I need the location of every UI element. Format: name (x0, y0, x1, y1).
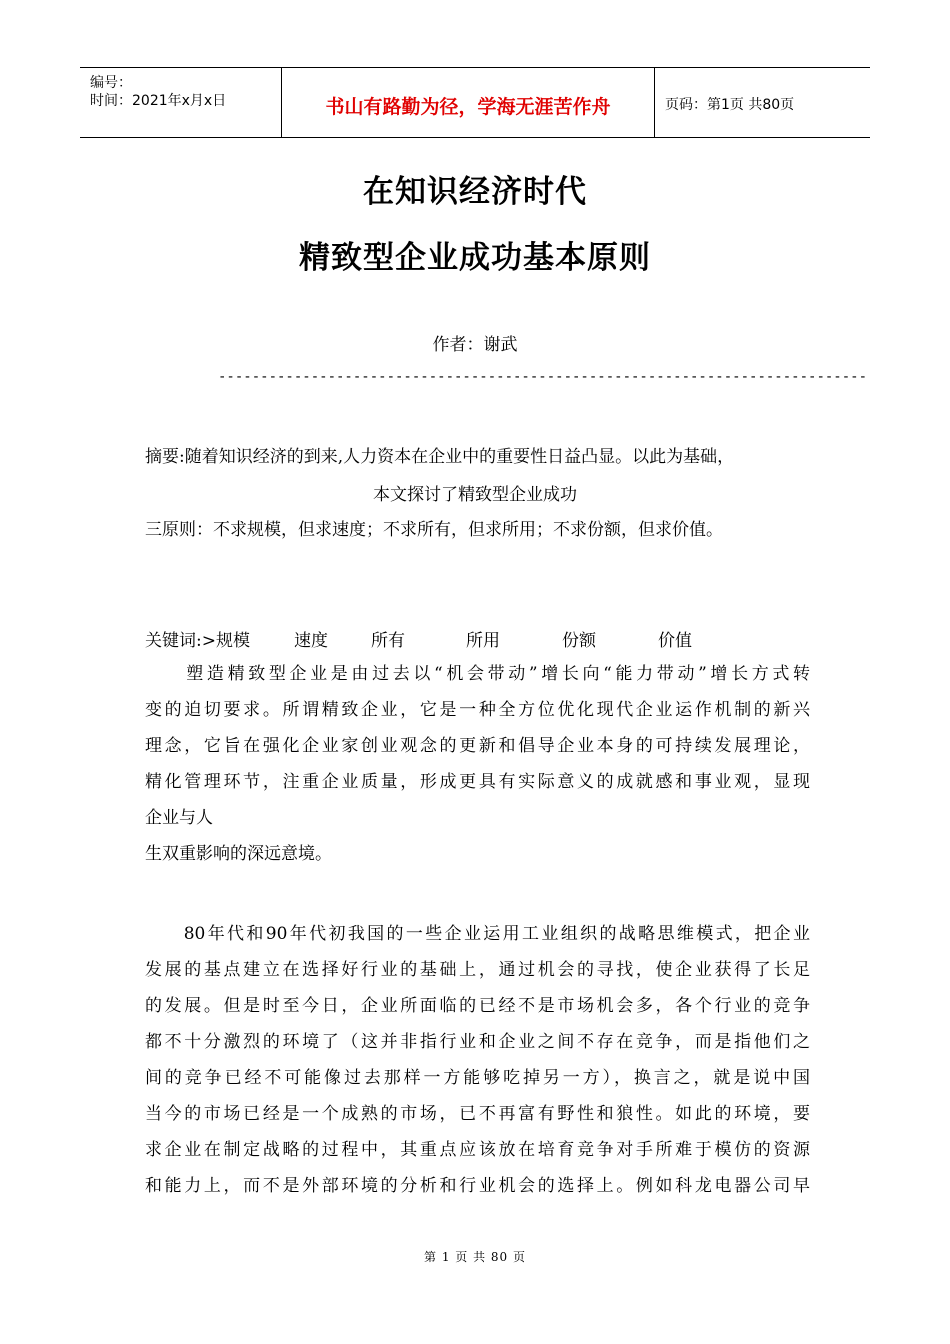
paragraph-line: 求企业在制定战略的过程中，其重点应该放在培育竞争对手所难于模仿的资源 (145, 1140, 810, 1160)
paragraph-line: 和能力上，而不是外部环境的分析和行业机会的选择上。例如科龙电器公司早 (145, 1176, 810, 1196)
paragraph-line: 生双重影响的深远意境。 (145, 844, 332, 864)
keywords-label: 关键词:>规模 (145, 631, 250, 651)
separator-line: ----------------------------------------------------------------------------- (218, 369, 868, 385)
header-meta-cell (80, 68, 282, 137)
keyword-item: 速度 (294, 631, 328, 651)
paragraph-line: 的发展。但是时至今日，企业所面临的已经不是市场机会多，各个行业的竞争 (145, 996, 810, 1016)
paragraph-line: 发展的基点建立在选择好行业的基础上，通过机会的寻找，使企业获得了长足 (145, 960, 810, 980)
body-paragraph-2 (145, 916, 810, 1204)
paragraph-line: 间的竞争已经不可能像过去那样一方能够吃掉另一方），换言之，就是说中国 (145, 1068, 810, 1088)
keyword-item: 价值 (658, 631, 692, 651)
page-info: 页码：第1页 共80页 (665, 97, 795, 113)
abstract-line: 本文探讨了精致型企业成功 (373, 485, 577, 505)
paragraph-line: 当今的市场已经是一个成熟的市场，已不再富有野性和狼性。如此的环境，要 (145, 1104, 810, 1124)
motto-text: 书山有路勤为径，学海无涯苦作舟 (325, 96, 611, 118)
abstract-line: 摘要:随着知识经济的到来,人力资本在企业中的重要性日益凸显。以此为基础， (145, 447, 735, 467)
paragraph-line: 精化管理环节，注重企业质量，形成更具有实际意义的成就感和事业观，显现 (145, 772, 810, 792)
paragraph-line: 都不十分激烈的环境了（这并非指行业和企业之间不存在竞争，而是指他们之 (145, 1032, 810, 1052)
document-title-line1: 在知识经济时代 (363, 174, 587, 210)
document-header-table (80, 67, 870, 138)
page-footer: 第 1 页 共 80 页 (424, 1250, 526, 1264)
document-title-line2: 精致型企业成功基本原则 (299, 240, 651, 276)
author-line: 作者：谢武 (432, 335, 518, 355)
abstract-line: 三原则：不求规模，但求速度；不求所有，但求所用；不求份额，但求价值。 (145, 520, 723, 540)
paragraph-line: 塑造精致型企业是由过去以“机会带动”增长向“能力带动”增长方式转 (145, 664, 810, 684)
body-paragraph-1 (145, 656, 810, 872)
header-motto-cell (282, 68, 655, 137)
keyword-item: 所有 (371, 631, 405, 651)
paragraph-line: 80年代和90年代初我国的一些企业运用工业组织的战略思维模式，把企业 (145, 924, 810, 944)
header-page-cell (655, 68, 870, 137)
keyword-item: 所用 (466, 631, 500, 651)
number-label: 编号： (90, 75, 132, 91)
paragraph-line: 理念，它旨在强化企业家创业观念的更新和倡导企业本身的可持续发展理论， (145, 736, 810, 756)
keyword-item: 份额 (562, 631, 596, 651)
paragraph-line: 企业与人 (145, 808, 213, 828)
paragraph-line: 变的迫切要求。所谓精致企业，它是一种全方位优化现代企业运作机制的新兴 (145, 700, 810, 720)
time-label: 时间：2021年x月x日 (90, 93, 227, 109)
